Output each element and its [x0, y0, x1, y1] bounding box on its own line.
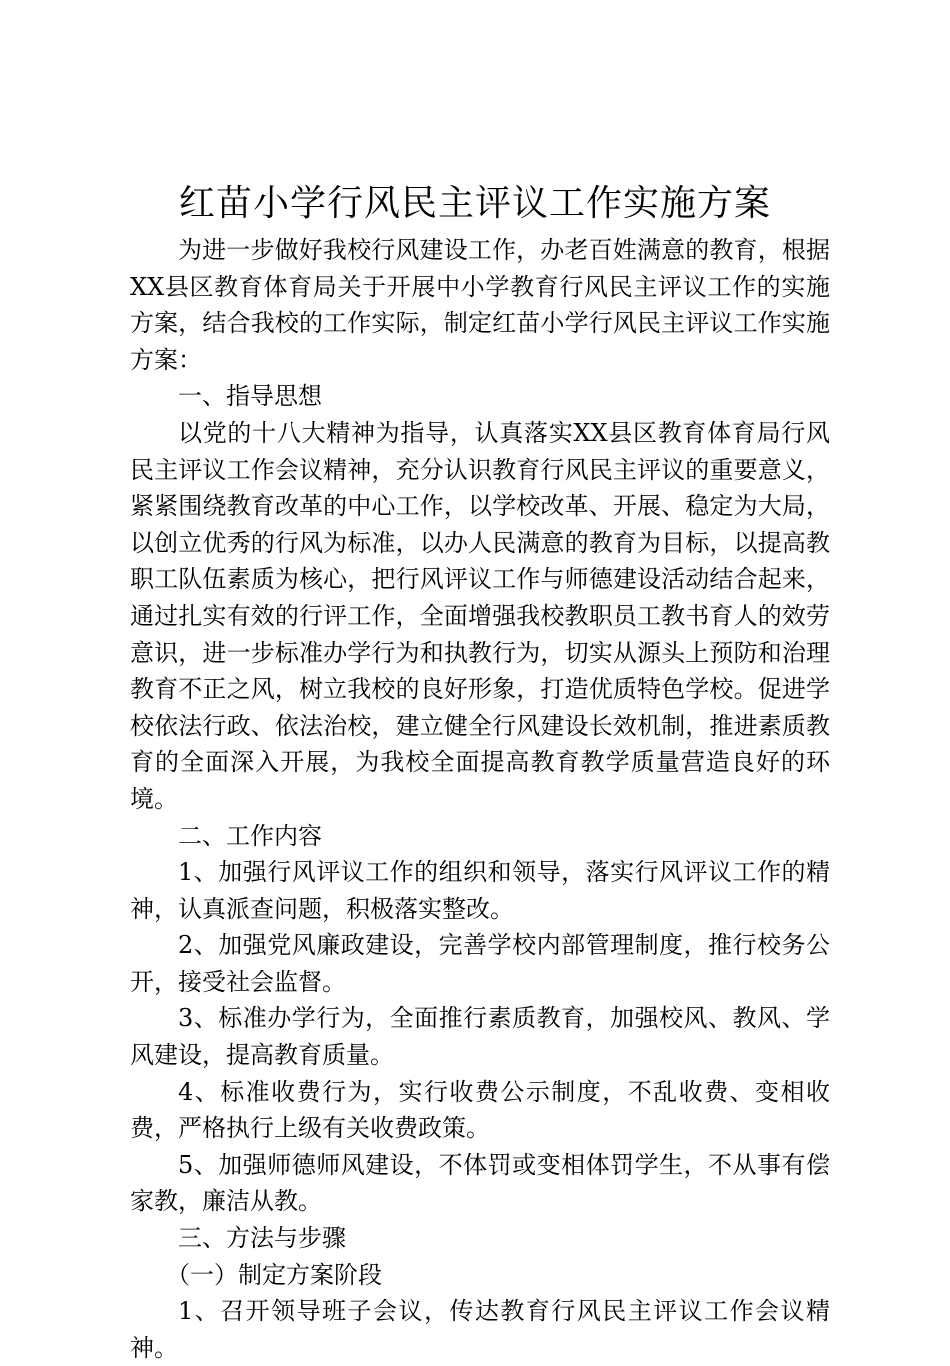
- section-heading-guiding-ideology: 一、指导思想: [178, 382, 322, 411]
- work-content-item: 5、加强师德师风建设，不体罚或变相体罚学生，不从事有偿家教，廉洁从教。: [130, 1150, 830, 1216]
- document-body: [130, 232, 830, 1366]
- intro-paragraph: 为进一步做好我校行风建设工作，办老百姓满意的教育，根据XX县区教育体育局关于开展中小学教育行风民主评议工作的实施方案，结合我校的工作实际，制定红苗小学行风民主评议工作实施方案：: [130, 236, 830, 374]
- subsection-heading-plan-stage: （一）制定方案阶段: [166, 1260, 382, 1289]
- methods-step-item: 1、召开领导班子会议，传达教育行风民主评议工作会议精神。: [130, 1297, 830, 1362]
- section-heading-work-content: 二、工作内容: [178, 821, 322, 850]
- work-content-item: 4、标准收费行为，实行收费公示制度，不乱收费、变相收费，严格执行上级有关收费政策。: [130, 1077, 830, 1143]
- section-heading-methods-steps: 三、方法与步骤: [178, 1224, 346, 1253]
- document-title: 红苗小学行风民主评议工作实施方案: [178, 183, 771, 224]
- work-content-item: 3、标准办学行为，全面推行素质教育，加强校风、教风、学风建设，提高教育质量。: [130, 1004, 830, 1070]
- work-content-item: 2、加强党风廉政建设，完善学校内部管理制度，推行校务公开，接受社会监督。: [130, 931, 830, 996]
- guiding-ideology-paragraph: 以党的十八大精神为指导，认真落实XX县区教育体育局行风民主评议工作会议精神，充分认识教育行风民主评议的重要意义，紧紧围绕教育改革的中心工作，以学校改革、开展、稳定为大局，以创立优秀的行风为标准，以办人民满意的教育为目标，以提高教职工队伍素质为核心，把行风评议工作与师德建设活动结合起来，通过扎实有效的行评工作，全面增强我校教职员工教书育人的效劳意识，进一步标准办学行为和执教行为，切实从源头上预防和治理教育不正之风，树立我校的良好形象，打造优质特色学校。促进学校依法行政、依法治校，建立健全行风建设长效机制，推进素质教育的全面深入开展，为我校全面提高教育教学质量营造良好的环境。: [130, 418, 830, 813]
- work-content-item: 1、加强行风评议工作的组织和领导，落实行风评议工作的精神，认真派查问题，积极落实整改。: [130, 858, 830, 923]
